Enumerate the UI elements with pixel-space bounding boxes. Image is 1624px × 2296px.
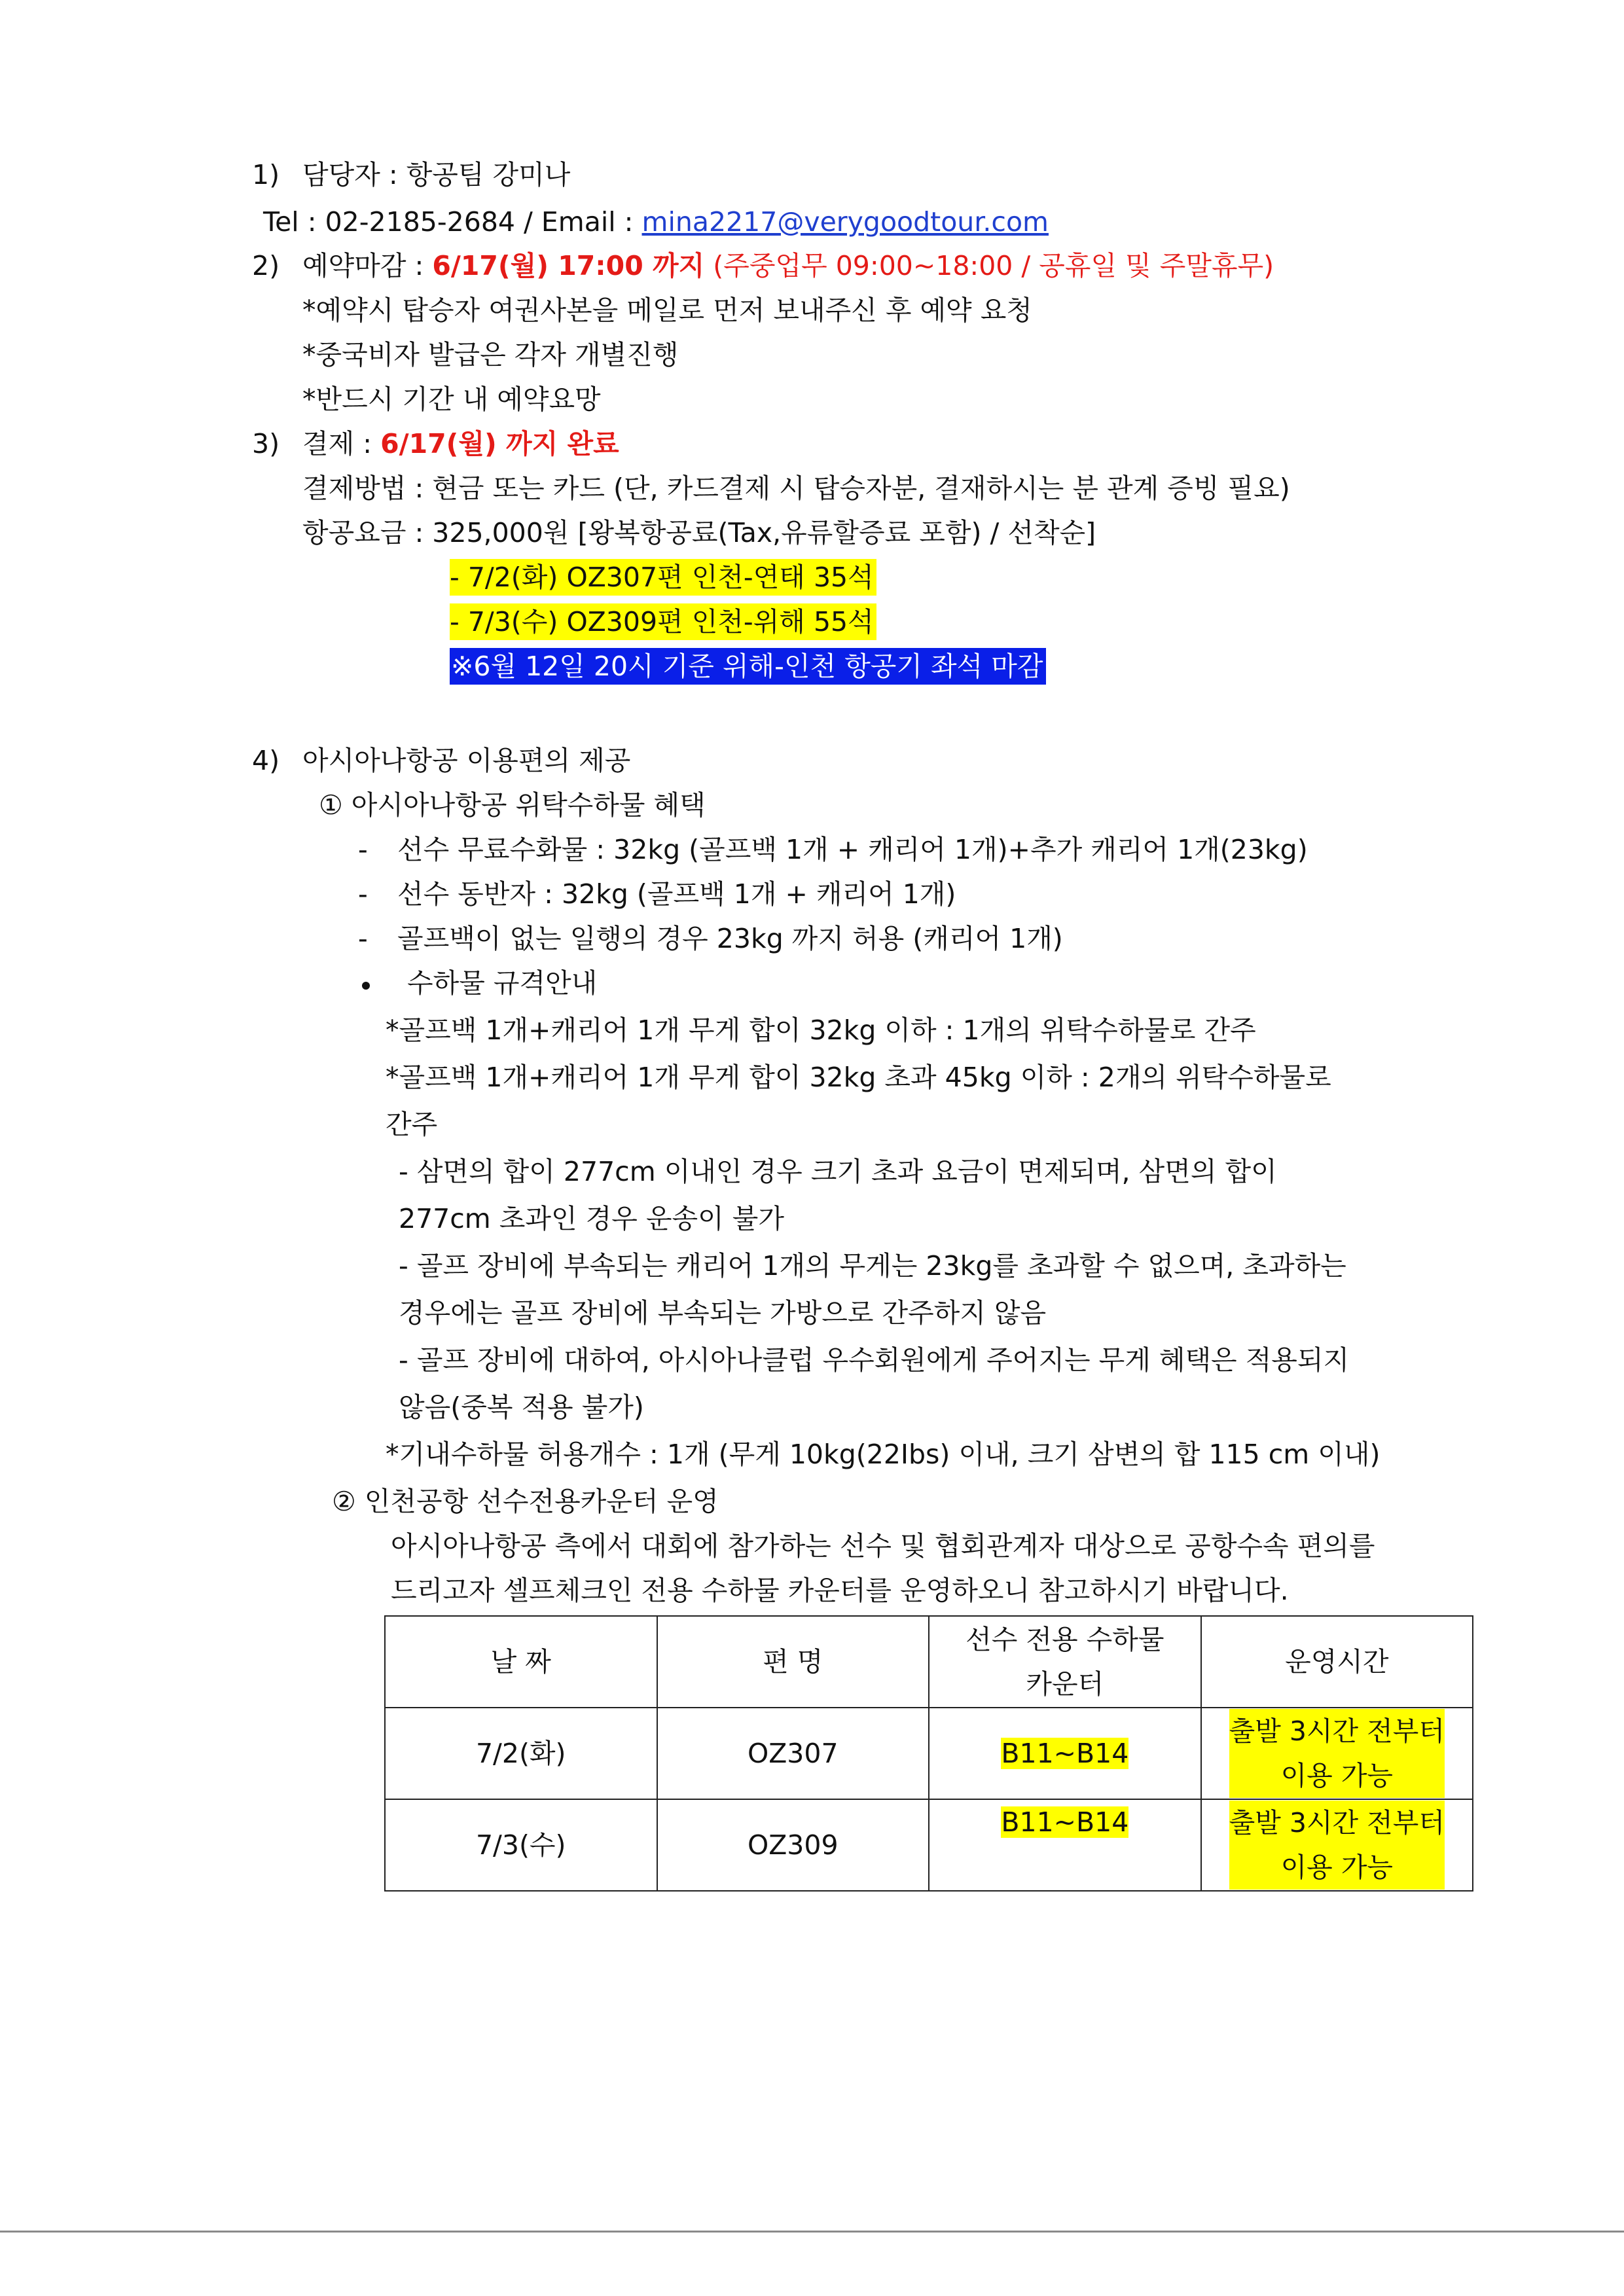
baggage-spec-title: 수하물 규격안내 <box>407 967 598 999</box>
dash-3: - <box>358 923 368 954</box>
reservation-label: 예약마감 : <box>302 250 433 281</box>
counter-service-desc-1: 아시아나항공 측에서 대회에 참가하는 선수 및 협회관계자 대상으로 공항수속 편의를 <box>391 1530 1375 1562</box>
baggage-rule-5-cont: 않음(중복 적용 불가) <box>399 1391 644 1423</box>
baggage-rule-5: - 골프 장비에 대하여, 아시아나클럽 우수회원에게 주어지는 무게 혜택은 적용되지 <box>399 1344 1350 1376</box>
contact-line <box>263 204 1049 240</box>
section-2-number: 2) <box>252 250 280 281</box>
baggage-item-2: 선수 동반자 : 32kg (골프백 1개 + 캐리어 1개) <box>397 878 956 910</box>
baggage-benefit-title: ① 아시아나항공 위탁수하물 혜택 <box>319 789 706 821</box>
row-1-hours: 출발 3시간 전부터 이용 가능 <box>1229 1709 1445 1798</box>
flight-oz307: - 7/2(화) OZ307편 인천-연태 35석 <box>450 559 876 596</box>
seat-closed-notice: ※6월 12일 20시 기준 위해-인천 항공기 좌석 마감 <box>450 648 1046 685</box>
row-2-flight: OZ309 <box>657 1799 929 1891</box>
section-4-title: 아시아나항공 이용편의 제공 <box>302 745 631 776</box>
reservation-deadline-line <box>302 247 1274 284</box>
row-2-hours: 출발 3시간 전부터 이용 가능 <box>1229 1801 1445 1890</box>
section-4-number: 4) <box>252 745 280 776</box>
baggage-rule-4: - 골프 장비에 부속되는 캐리어 1개의 무게는 23kg를 초과할 수 없으며, 초과하는 <box>399 1250 1346 1282</box>
payment-label: 결제 : <box>302 428 381 459</box>
payment-method: 결제방법 : 현금 또는 카드 (단, 카드결제 시 탑승자분, 결재하시는 분 관계 증빙 필요) <box>302 473 1290 504</box>
header-date: 날 짜 <box>385 1616 657 1708</box>
counter-service-title: ② 인천공항 선수전용카운터 운영 <box>332 1486 719 1517</box>
reservation-note-2: *중국비자 발급은 각자 개별진행 <box>302 339 679 370</box>
section-3-number: 3) <box>252 428 280 459</box>
dash-1: - <box>358 834 368 865</box>
dash-2: - <box>358 878 368 910</box>
header-flight: 편 명 <box>657 1616 929 1708</box>
baggage-item-1: 선수 무료수화물 : 32kg (골프백 1개 + 캐리어 1개)+추가 캐리어 1개(23kg) <box>397 834 1308 865</box>
reservation-note-1: *예약시 탑승자 여권사본을 메일로 먼저 보내주신 후 예약 요청 <box>302 295 1032 326</box>
reservation-note-3: *반드시 기간 내 예약요망 <box>302 384 601 415</box>
flight-oz309: - 7/3(수) OZ309편 인천-위해 55석 <box>450 603 876 640</box>
table-row <box>385 1708 1473 1799</box>
row-1-hours-cell <box>1201 1708 1473 1799</box>
reservation-deadline: 6/17(월) 17:00 까지 <box>432 250 705 281</box>
row-2-hours-cell <box>1201 1799 1473 1891</box>
carry-on-rule: *기내수하물 허용개수 : 1개 (무게 10kg(22Ibs) 이내, 크기 삼변의 합 115 cm 이내) <box>386 1439 1380 1470</box>
row-1-flight: OZ307 <box>657 1708 929 1799</box>
baggage-rule-1: *골프백 1개+캐리어 1개 무게 합이 32kg 이하 : 1개의 위탁수하물로 간주 <box>386 1014 1256 1046</box>
bullet-dot-icon <box>362 982 370 990</box>
email-link[interactable]: mina2217@verygoodtour.com <box>641 206 1049 238</box>
row-1-date: 7/2(화) <box>385 1708 657 1799</box>
header-hours: 운영시간 <box>1201 1616 1473 1708</box>
baggage-rule-4-cont: 경우에는 골프 장비에 부속되는 가방으로 간주하지 않음 <box>399 1297 1047 1329</box>
page-divider <box>0 2231 1624 2233</box>
baggage-rule-3: - 삼면의 합이 277cm 이내인 경우 크기 초과 요금이 면제되며, 삼면의 합이 <box>399 1156 1277 1187</box>
counter-schedule-table <box>384 1615 1473 1892</box>
counter-service-desc-2: 드리고자 셀프체크인 전용 수하물 카운터를 운영하오니 참고하시기 바랍니다. <box>391 1575 1289 1606</box>
row-2-date: 7/3(수) <box>385 1799 657 1891</box>
table-header-row <box>385 1616 1473 1708</box>
row-2-counter: B11~B14 <box>1001 1806 1129 1838</box>
baggage-rule-2: *골프백 1개+캐리어 1개 무게 합이 32kg 초과 45kg 이하 : 2개의 위탁수하물로 <box>386 1062 1331 1093</box>
header-counter: 선수 전용 수하물 카운터 <box>929 1616 1201 1708</box>
baggage-item-3: 골프백이 없는 일행의 경우 23kg 까지 허용 (캐리어 1개) <box>397 923 1063 954</box>
baggage-rule-2-cont: 간주 <box>386 1109 438 1140</box>
contact-person: 담당자 : 항공팀 강미나 <box>302 159 571 190</box>
row-1-counter: B11~B14 <box>1001 1738 1129 1769</box>
airfare: 항공요금 : 325,000원 [왕복항공료(Tax,유류할증료 포함) / 선착순] <box>302 517 1096 548</box>
business-hours: (주중업무 09:00~18:00 / 공휴일 및 주말휴무) <box>704 250 1274 281</box>
contact-prefix: Tel : 02-2185-2684 / Email : <box>263 206 642 238</box>
payment-deadline-line <box>302 425 619 462</box>
section-1-number: 1) <box>252 159 280 190</box>
payment-deadline: 6/17(월) 까지 완료 <box>380 428 619 459</box>
row-2-counter-cell <box>929 1799 1201 1891</box>
baggage-rule-3-cont: 277cm 초과인 경우 운송이 불가 <box>399 1203 784 1234</box>
row-1-counter-cell <box>929 1708 1201 1799</box>
table-row <box>385 1799 1473 1891</box>
